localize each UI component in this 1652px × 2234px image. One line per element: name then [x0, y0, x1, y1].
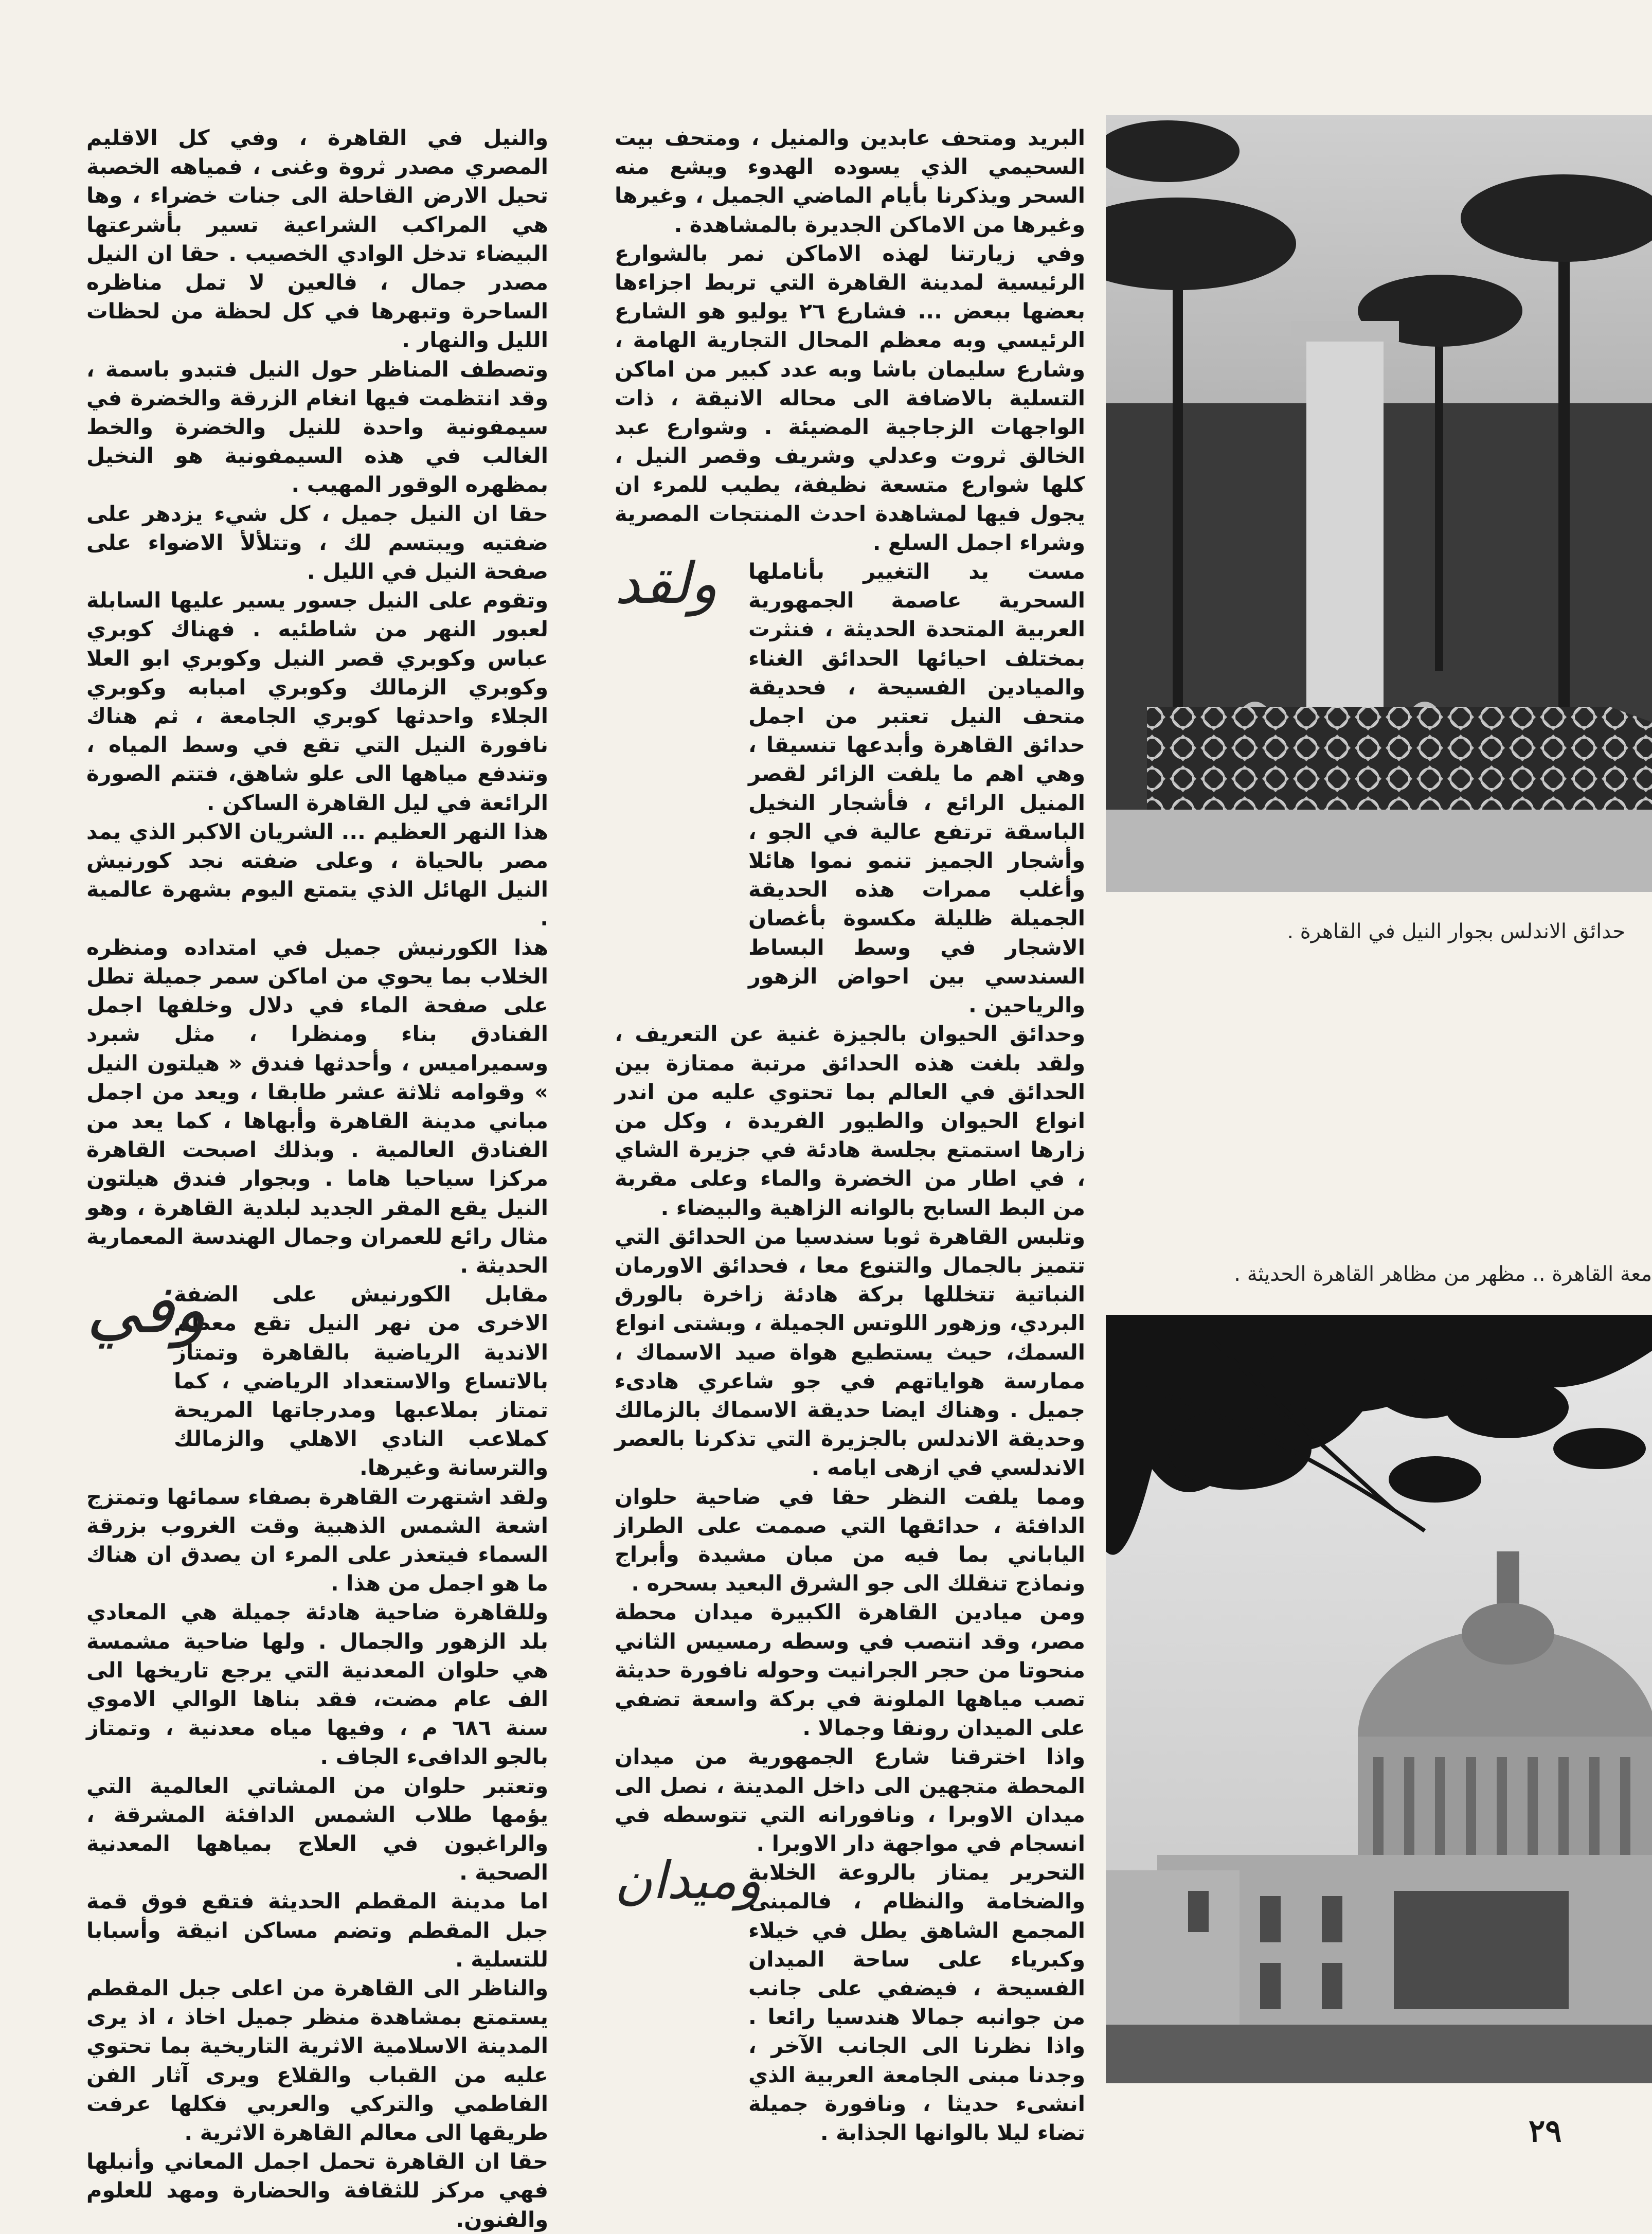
- text-column-left: [86, 123, 548, 2234]
- paragraph: ومما يلفت النظر حقا في ضاحية حلوان الدافئة ، حدائقها التي صممت على الطراز الياباني بما فيه من مبان مشيدة وأبراج ونماذج تنقلك الى جو الشرق البعيد بسحره .: [615, 1484, 1085, 1596]
- dropcap-wa-fi: وفي: [86, 1270, 207, 1349]
- paragraph-text: التحرير يمتاز بالروعة الخلابة والضخامة والنظام ، فالمبنى المجمع الشاهق يطل في خيلاء وكبرياء على ساحة الميدان الفسيحة ، فيضفي على جانب من جوانبه جمالا هندسيا رائعا . واذا نظرنا الى الجانب الآخر ، وجدنا مبنى الجامعة العربية الذي انشىء حديثا ، ونافورة جميلة تضاء ليلا بالوانها الجذابة .: [748, 1860, 1085, 2146]
- text-column-middle: [615, 123, 1085, 2147]
- photo-andalusia-gardens: [1106, 115, 1652, 892]
- dropcap-section-3: [86, 1270, 548, 1482]
- dropcap-wa-midan: وميدان: [615, 1850, 762, 1911]
- paragraph: وتقوم على النيل جسور يسير عليها السابلة لعبور النهر من شاطئيه . فهناك كوبري عباس وكوبري قصر النيل وكوبري ابو العلا وكوبري الزمالك وكوبري امبابه وكوبري الجلاء واحدثها كوبري الجامعة ، ثم هناك نافورة النيل التي تقع في وسط المياه ، وتندفع مياهها الى علو شاهق، فتتم الصورة الرائعة في ليل القاهرة الساكن .: [86, 587, 548, 815]
- paragraph: حقا ان النيل جميل ، كل شيء يزدهر على ضفتيه ويبتسم لك ، وتتلألأ الاضواء على صفحة النيل في الليل .: [86, 501, 548, 584]
- paragraph: هذا النهر العظيم ... الشريان الاكبر الذي يمد مصر بالحياة ، وعلى ضفته نجد كورنيش النيل الهائل الذي يتمتع اليوم بشهرة عالمية .: [86, 818, 548, 931]
- paragraph: هذا الكورنيش جميل في امتداده ومنظره الخلاب بما يحوي من اماكن سمر جميلة تطل على صفحة الماء في دلال وخلفها اجمل الفنادق بناء ومنظرا ، مثل شبرد وسميراميس ، وأحدثها فندق « هيلتون النيل » وقوامه ثلاثة عشر طابقا ، ويعد من اجمل مباني مدينة القاهرة وأبهاها ، كما يعد من الفنادق العالمية . وبذلك اصبحت القاهرة مركزا سياحيا هاما . وبجوار فندق هيلتون النيل يقع المقر الجديد لبلدية القاهرة ، وهو مثال رائع للعمران وجمال الهندسة المعمارية الحديثة .: [86, 934, 548, 1278]
- paragraph: والناظر الى القاهرة من اعلى جبل المقطم يستمتع بمشاهدة منظر جميل اخاذ ، اذ يرى المدينة الاسلامية الاثرية التاريخية بما تحتوي عليه من القباب والقلاع ويرى آثار الفن الفاطمي والتركي والعربي فكلها عرفت طريقها الى معالم القاهرة الاثرية .: [86, 1975, 548, 2146]
- paragraph: [174, 1280, 548, 1482]
- paragraph: واذا اخترقنا شارع الجمهورية من ميدان المحطة متجهين الى داخل المدينة ، نصل الى ميدان الاوبرا ، ونافورانه التي تتوسطه في انسجام في مواجهة دار الاوبرا .: [615, 1744, 1085, 1856]
- paragraph: والنيل في القاهرة ، وفي كل الاقليم المصري مصدر ثروة وغنى ، فمياهه الخصبة تحيل الارض القاحلة الى جنات خضراء ، وها هي المراكب الشراعية تسير بأشرعتها البيضاء تدخل الوادي الخصيب . حقا ان النيل مصدر جمال ، فالعين لا تمل مناظره الساحرة وتبهرها في كل لحظة من لحظات الليل والنهار .: [86, 125, 548, 353]
- photo-caption-bottom: معة القاهرة .. مظهر من مظاهر القاهرة الحديثة .: [1234, 1262, 1652, 1286]
- dropcap-section-2: [615, 1850, 1085, 2147]
- paragraph: [748, 557, 1085, 1020]
- paragraph: وتعتبر حلوان من المشاتي العالمية التي يؤمها طلاب الشمس الدافئة المشرقة ، والراغبون في العلاج بمياهها المعدنية الصحية .: [86, 1773, 548, 1885]
- paragraph: وحدائق الحيوان بالجيزة غنية عن التعريف ، ولقد بلغت هذه الحدائق مرتبة ممتازة بين الحدائق في العالم بما تحتوي عليه من اندر انواع الحيوان والطيور الفريدة ، وكل من زارها استمتع بجلسة هادئة في جزيرة الشاي ، في اطار من الخضرة والماء وعلى مقربة من البط السابح بالوانه الزاهية والبيضاء .: [615, 1021, 1085, 1220]
- paragraph: ولقد اشتهرت القاهرة بصفاء سمائها وتمتزج اشعة الشمس الذهبية وقت الغروب بزرقة السماء فيتعذر على المرء ان يصدق ان هناك ما هو اجمل من هذا .: [86, 1484, 548, 1596]
- photo-cairo-university: [1106, 1315, 1652, 2083]
- dropcap-wa-laqad: ولقد: [615, 550, 718, 617]
- paragraph: وتصطف المناظر حول النيل فتبدو باسمة ، وقد انتظمت فيها انغام الزرقة والخضرة في سيمفونية واحدة للنيل والخضرة والخط الغالب في هذه السيمفونية هو النخيل بمظهره الوقور المهيب .: [86, 356, 548, 497]
- paragraph: اما مدينة المقطم الحديثة فتقع فوق قمة جبل المقطم وتضم مساكن انيقة وأسبابا للتسلية .: [86, 1888, 548, 1972]
- dropcap-section-1: [615, 550, 1085, 1020]
- paragraph: وفي زيارتنا لهذه الاماكن نمر بالشوارع الرئيسية لمدينة القاهرة التي تربط اجزاءها بعضها ببعض ... فشارع ٢٦ يوليو هو الشارع الرئيسي وبه معظم المحال التجارية الهامة ، وشارع سليمان باشا وبه عدد كبير من اماكن التسلية بالاضافة الى محاله الانيقة ، ذات الواجهات الزجاجية المضيئة . وشوارع عبد الخالق ثروت وعدلي وشريف وقصر النيل ، كلها شوارع متسعة نظيفة، يطيب للمرء ان يجول فيها لمشاهدة احدث المنتجات المصرية وشراء اجمل السلع .: [615, 240, 1086, 555]
- paragraph: ومن ميادين القاهرة الكبيرة ميدان محطة مصر، وقد انتصب في وسطه رمسيس الثاني منحوتا من حجر الجرانيت وحوله نافورة حديثة تصب مياهها الملونة في بركة واسعة تضفي على الميدان رونقا وجمالا .: [615, 1599, 1085, 1741]
- paragraph: وتلبس القاهرة ثوبا سندسيا من الحدائق التي تتميز بالجمال والتنوع معا ، فحدائق الاورمان النباتية تتخللها بركة هادئة زاخرة بالورق البردي، وزهور اللوتس الجميلة ، وبشتى انواع السمك، حيث يستطيع هواة صيد الاسماك ، ممارسة هواياتهم في جو شاعري هادىء جميل . وهناك ايضا حديقة الاسماك بالزمالك وحديقة الاندلس بالجزيرة التي تذكرنا بالعصر الاندلسي في ازهى ايامه .: [615, 1223, 1085, 1480]
- photo-caption-top: حدائق الاندلس بجوار النيل في القاهرة .: [1287, 920, 1625, 943]
- paragraph-text: مقابل الكورنيش على الضفة الاخرى من نهر النيل تقع معظم الاندية الرياضية بالقاهرة وتمتاز بالاتساع والاستعداد الرياضي ، كما تمتاز بملاعبها ومدرجاتها المريحة كملاعب النادي الاهلي والزمالك والترسانة وغيرها.: [174, 1281, 548, 1480]
- page-number: ٢٩: [1529, 2113, 1562, 2149]
- paragraph: البريد ومتحف عابدين والمنيل ، ومتحف بيت السحيمي الذي يسوده الهدوء ويشع منه السحر ويذكرنا بأيام الماضي الجميل ، وغيرها وغيرها من الاماكن الجديرة بالمشاهدة .: [615, 125, 1085, 237]
- paragraph: وللقاهرة ضاحية هادئة جميلة هي المعادي بلد الزهور والجمال . ولها ضاحية مشمسة هي حلوان المعدنية التي يرجع تاريخها الى الف عام مضت، فقد بناها الوالي الاموي سنة ٦٨٦ م ، وفيها مياه معدنية ، وتمتاز بالجو الدافىء الجاف .: [86, 1599, 548, 1770]
- paragraph: حقا ان القاهرة تحمل اجمل المعاني وأنبلها فهي مركز للثقافة والحضارة ومهد للعلوم والفنون.: [86, 2149, 548, 2232]
- paragraph-text: مست يد التغيير بأناملها السحرية عاصمة الجمهورية العربية المتحدة الحديثة ، فنثرت بمختلف احيائها الحدائق الغناء والميادين الفسيحة ، فحديقة متحف النيل تعتبر من اجمل حدائق القاهرة وأبدعها تنسيقا ، وهي اهم ما يلفت الزائر لقصر المنيل الرائع ، فأشجار النخيل الباسقة ترتفع عالية في الجو ، وأشجار الجميز تنمو نموا هائلا وأغلب ممرات هذه الحديقة الجميلة ظليلة مكسوة بأغصان الاشجار في وسط البساط السندسي بين احواض الزهور والرياحين .: [748, 559, 1085, 1018]
- paragraph: [748, 1858, 1085, 2147]
